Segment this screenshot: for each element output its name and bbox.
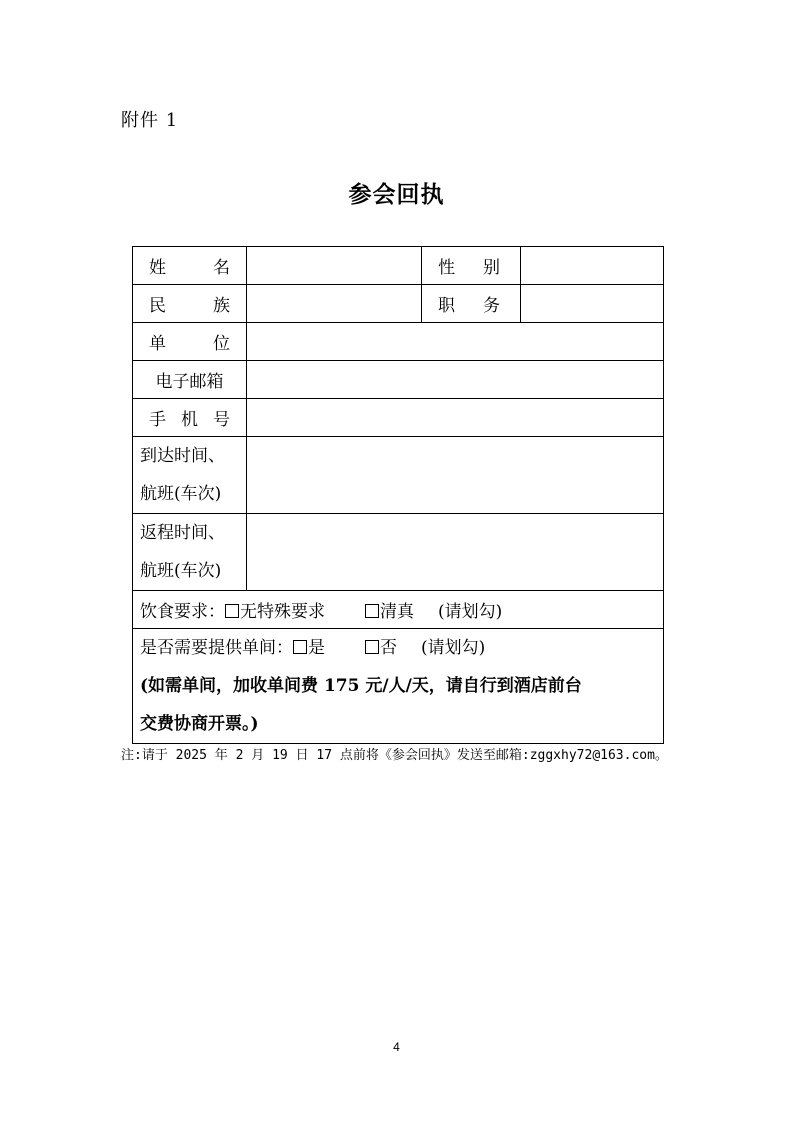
single-room-no: 否 — [380, 638, 397, 658]
phone-field[interactable] — [247, 399, 664, 437]
return-label-line2: 航班(车次) — [140, 561, 222, 581]
position-label: 职务 — [422, 285, 521, 323]
arrival-field[interactable] — [247, 437, 664, 514]
diet-cell — [133, 591, 664, 629]
registration-form-table — [132, 246, 664, 744]
row-ethnicity-position — [133, 285, 664, 323]
diet-hint: (请划勾) — [438, 602, 503, 622]
diet-option-halal: 清真 — [380, 602, 414, 622]
return-label-line1: 返程时间、 — [140, 523, 225, 543]
single-room-hint: (请划勾) — [421, 638, 486, 658]
row-name-gender — [133, 247, 664, 285]
ethnicity-field[interactable] — [247, 285, 422, 323]
row-diet — [133, 591, 664, 629]
fee-note-line1: (如需单间，加收单间费 175 元/人/天，请自行到酒店前台 — [140, 676, 582, 696]
position-field[interactable] — [521, 285, 664, 323]
row-arrival — [133, 437, 664, 514]
checkbox-no[interactable] — [365, 640, 379, 654]
arrival-label-line1: 到达时间、 — [140, 446, 225, 466]
return-field[interactable] — [247, 514, 664, 591]
gender-label: 性别 — [422, 247, 521, 285]
arrival-label-line2: 航班(车次) — [140, 484, 222, 504]
diet-option-no-special: 无特殊要求 — [240, 602, 325, 622]
checkbox-no-special[interactable] — [225, 604, 239, 618]
phone-label: 手机号 — [133, 399, 247, 437]
single-room-label: 是否需要提供单间： — [140, 638, 293, 658]
name-label: 姓名 — [133, 247, 247, 285]
fee-note-line2: 交费协商开票。) — [140, 714, 259, 734]
checkbox-halal[interactable] — [365, 604, 379, 618]
attachment-label: 附件 1 — [121, 110, 179, 131]
diet-label: 饮食要求： — [140, 602, 225, 622]
row-phone — [133, 399, 664, 437]
unit-label: 单位 — [133, 323, 247, 361]
email-field[interactable] — [247, 361, 664, 399]
page-title: 参会回执 — [348, 181, 445, 208]
single-room-yes: 是 — [308, 638, 325, 658]
row-single-room — [133, 629, 664, 744]
page-number: 4 — [393, 1040, 400, 1054]
gender-field[interactable] — [521, 247, 664, 285]
ethnicity-label: 民族 — [133, 285, 247, 323]
single-room-question — [140, 629, 663, 667]
single-room-cell — [133, 629, 664, 744]
row-email — [133, 361, 664, 399]
row-return — [133, 514, 664, 591]
checkbox-yes[interactable] — [293, 640, 307, 654]
name-field[interactable] — [247, 247, 422, 285]
unit-field[interactable] — [247, 323, 664, 361]
email-label: 电子邮箱 — [133, 361, 247, 399]
row-unit — [133, 323, 664, 361]
arrival-label — [133, 437, 247, 514]
footnote: 注:请于 2025 年 2 月 19 日 17 点前将《参会回执》发送至邮箱:zggxhy72@163.com。 — [121, 748, 668, 763]
return-label — [133, 514, 247, 591]
